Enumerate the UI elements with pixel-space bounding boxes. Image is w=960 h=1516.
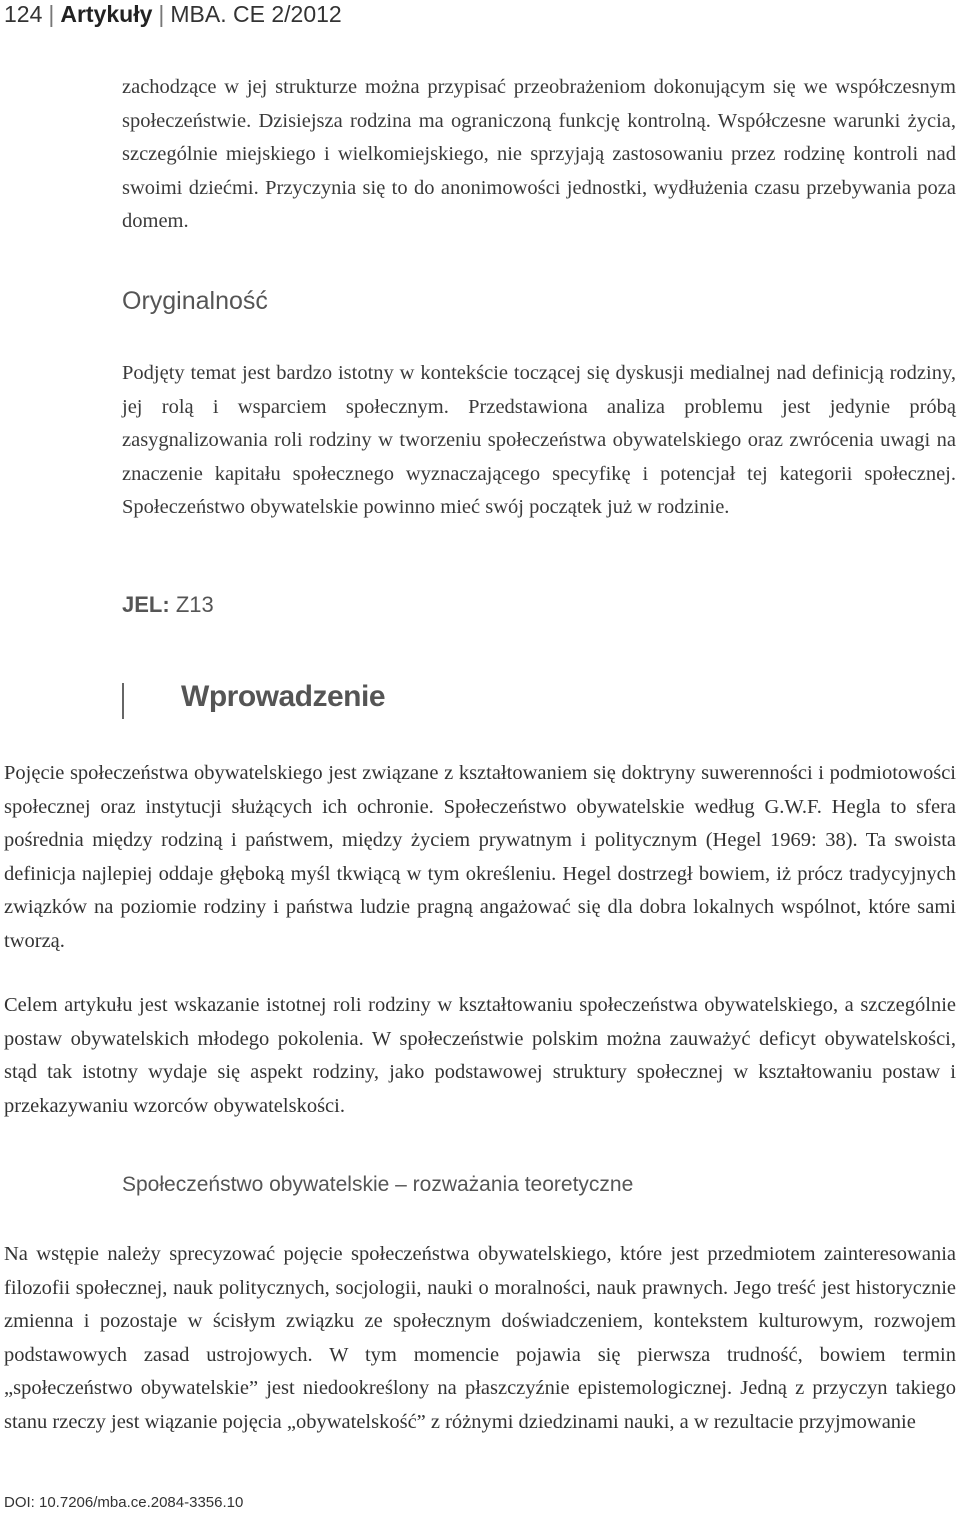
page-number: 124 [4,1,43,27]
running-header [4,0,342,28]
section-title-introduction: Wprowadzenie [181,680,386,713]
header-separator: | [158,1,165,27]
originality-text: Podjęty temat jest bardzo istotny w kontekście toczącej się dyskusji medialnej nad definicją rodziny, jej rolą i wsparciem społecznym. Przedstawiona analiza problemu jest jedynie próbą zasygnalizowania roli rodziny w tworzeniu społeczeństwa obywatelskiego oraz zwrócenia uwagi na znaczenie kapitału społecznego wyznaczającego specyfikę i potencjał tej kategorii społecznej. Społeczeństwo obywatelskie powinno mieć swój początek już w rodzinie. [122,362,956,519]
theory-paragraph: Na wstępie należy sprecyzować pojęcie społeczeństwa obywatelskiego, które jest przedmiotem zainteresowania filozofii społecznej, nauk politycznych, socjologii, nauki o moralności, nauk prawnych. Jego treść jest historycznie zmienna i pozostaje w ścisłym związku ze społecznym doświadczeniem, kontekstem kulturowym, rozwojem podstawowych zasad ustrojowych. W tym momencie pojawia się pierwsza trudność, bowiem termin „społeczeństwo obywatelskie” jest niedookreślony na płaszczyźnie epistemologicznej. Jedną z przyczyn takiego stanu rzeczy jest wiązanie pojęcia „obywatelskość” z różnymi dziedzinami nauki, a w rezultacie przyjmowanie [4,1243,956,1433]
abstract-continuation [122,71,956,239]
header-journal: MBA. CE 2/2012 [170,1,342,27]
originality-heading: Oryginalność [122,287,268,315]
header-separator: | [48,1,55,27]
theory-subheading: Społeczeństwo obywatelskie – rozważania teoretyczne [122,1173,634,1196]
jel-label: JEL: [122,592,170,617]
introduction-paragraph-2: Celem artykułu jest wskazanie istotnej roli rodziny w kształtowaniu społeczeństwa obywatelskiego, a szczególnie postaw obywatelskich młodego pokolenia. W społeczeństwie polskim można zauważyć deficyt obywatelskości, stąd tak istotny wydaje się aspekt rodziny, jako podstawowej struktury społecznej w kształtowaniu postaw i przekazywaniu wzorców obywatelskości. [4,994,956,1117]
section-marker-bar [122,683,124,719]
abstract-continuation-text: zachodzące w jej strukturze można przypisać przeobrażeniom dokonującym się we współczesnym społeczeństwie. Dzisiejsza rodzina ma ograniczoną funkcję kontrolną. Współczesne warunki życia, szczególnie miejskiego i wielkomiejskiego, nie sprzyjają zastosowaniu przez rodzinę kontroli nad swoimi dziećmi. Przyczynia się to do anonimowości jednostki, wydłużenia czasu przebywania poza domem. [122,76,956,233]
footer-doi: DOI: 10.7206/mba.ce.2084-3356.10 [4,1494,244,1511]
introduction-paragraph-1: Pojęcie społeczeństwa obywatelskiego jest związane z kształtowaniem się doktryny suwerenności i podmiotowości społecznej oraz instytucji służących ich ochronie. Społeczeństwo obywatelskie według G.W.F. Hegla to sfera pośrednia między rodziną i państwem, między życiem prywatnym i politycznym (Hegel 1969: 38). Ta swoista definicja najlepiej oddaje głęboką myśl tkwiącą w tym określeniu. Hegel dostrzegł bowiem, iż prócz tradycyjnych związków na poziomie rodziny i państwa ludzie pragną angażować się dla dobra lokalnych wspólnot, które sami tworzą. [4,762,956,952]
originality-block [122,357,956,525]
jel-classification [122,592,214,618]
header-section: Artykuły [60,1,153,27]
jel-code: Z13 [175,592,214,617]
